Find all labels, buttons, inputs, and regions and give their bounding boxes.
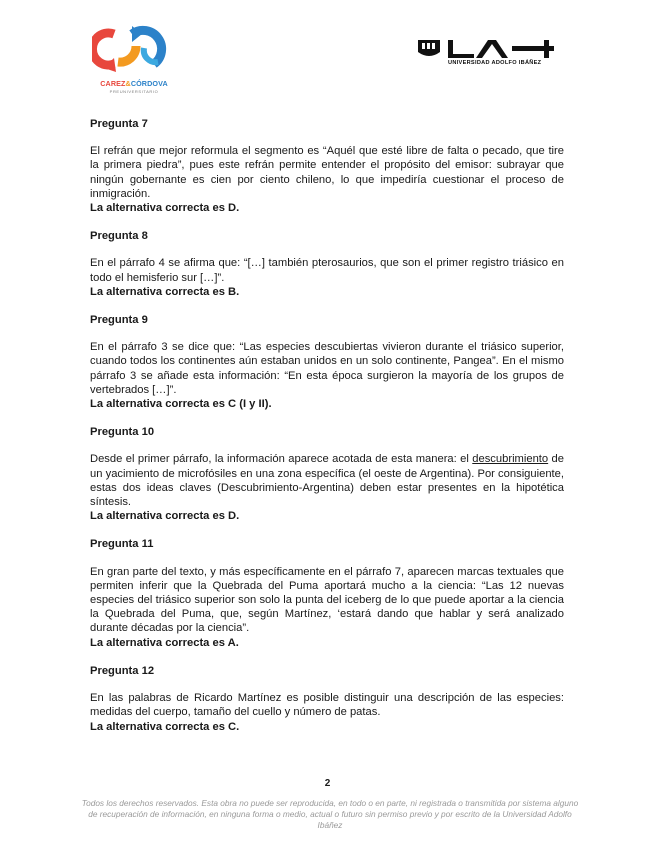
text-segment: de un yacimiento de microfósiles en una zona específica (el oeste de Argentina). Por consiguiente, estas dos ideas claves (Descubrimiento-Argentina) deben estar presentes en la hipotética síntesis.	[90, 453, 564, 509]
question-explanation	[90, 452, 564, 509]
question-explanation	[90, 565, 564, 636]
brand-name: CAREZ&CÓRDOVA	[100, 79, 168, 88]
page-number: 2	[324, 778, 331, 789]
answer-key-body	[90, 117, 564, 748]
brand-subtitle: PREUNIVERSITARIO	[109, 89, 159, 94]
correct-answer: La alternativa correcta es C.	[90, 720, 240, 733]
question-block	[90, 313, 564, 411]
correct-answer: La alternativa correcta es A.	[90, 636, 239, 649]
question-block	[90, 229, 564, 299]
underlined-term: descubrimiento	[472, 453, 549, 466]
recycle-arrows-icon	[92, 18, 176, 78]
uai-crest-icon	[416, 38, 554, 60]
question-block	[90, 425, 564, 523]
question-block	[90, 117, 564, 215]
question-title: Pregunta 11	[90, 538, 154, 551]
text-segment: En el párrafo 3 se dice que: “Las especies descubiertas vivieron durante el triásico superior, cuando todos los continentes aún estaban unidos en un solo continente, Pangea”. En el mismo párrafo 3 se añade esta información: “En esta época surgieron la mayoría de los grupos de vertebrados […]”.	[90, 341, 564, 396]
text-segment: Desde el primer párrafo, la información aparece acotada de esta manera: el	[90, 453, 473, 466]
question-title: Pregunta 10	[90, 426, 155, 439]
carez-cordova-logo	[92, 18, 176, 100]
question-block	[90, 537, 564, 649]
text-segment: En gran parte del texto, y más específicamente en el párrafo 7, aparecen marcas textuales que permiten inferir que la Quebrada del Puma aportará mucho a la ciencia: “Las 12 nuevas especies del triásico superior son solo la punta del iceberg de lo que puede aportar a la ciencia la Quebrada del Puma, que, según Martínez, ‘estará dando que hablar y será analizado durante décadas por la ciencia”.	[90, 565, 564, 635]
question-title: Pregunta 7	[90, 118, 148, 130]
question-title: Pregunta 8	[90, 230, 148, 243]
question-block	[90, 664, 564, 734]
question-explanation	[90, 144, 564, 201]
uai-logo	[416, 38, 554, 72]
question-explanation	[90, 691, 564, 719]
copyright-footer: Todos los derechos reservados. Esta obra no puede ser reproducida, en todo o en parte, ni registrada o transmitida por sistema alguno de recuperación de información, en ninguna forma o medio, actual o futuro sin permiso previo y por escrito de la Universidad Adolfo Ibáñez	[81, 798, 579, 830]
question-explanation	[90, 256, 564, 284]
question-title: Pregunta 9	[90, 314, 148, 327]
correct-answer: La alternativa correcta es B.	[90, 285, 240, 298]
question-explanation	[90, 340, 564, 397]
text-segment: En el párrafo 4 se afirma que: “[…] también pterosaurios, que son el primer registro triásico en todo el hemisferio sur […]”.	[90, 257, 564, 284]
university-name: UNIVERSIDAD ADOLFO IBÁÑEZ	[448, 60, 542, 66]
text-segment: En las palabras de Ricardo Martínez es posible distinguir una descripción de las especies: medidas del cuerpo, tamaño del cuello y número de patas.	[90, 692, 564, 719]
correct-answer: La alternativa correcta es D.	[90, 202, 240, 215]
correct-answer: La alternativa correcta es D.	[90, 510, 240, 523]
text-segment: El refrán que mejor reformula el segmento es “Aquél que esté libre de falta o pecado, que tire la primera piedra”, pues este refrán permite entender el propósito del emisor: subrayar que ningún gobernante es cien por ciento chileno, lo que impediría cuestionar el proceso de inmigración.	[90, 145, 564, 200]
correct-answer: La alternativa correcta es C (I y II).	[90, 398, 272, 411]
question-title: Pregunta 12	[90, 664, 155, 677]
